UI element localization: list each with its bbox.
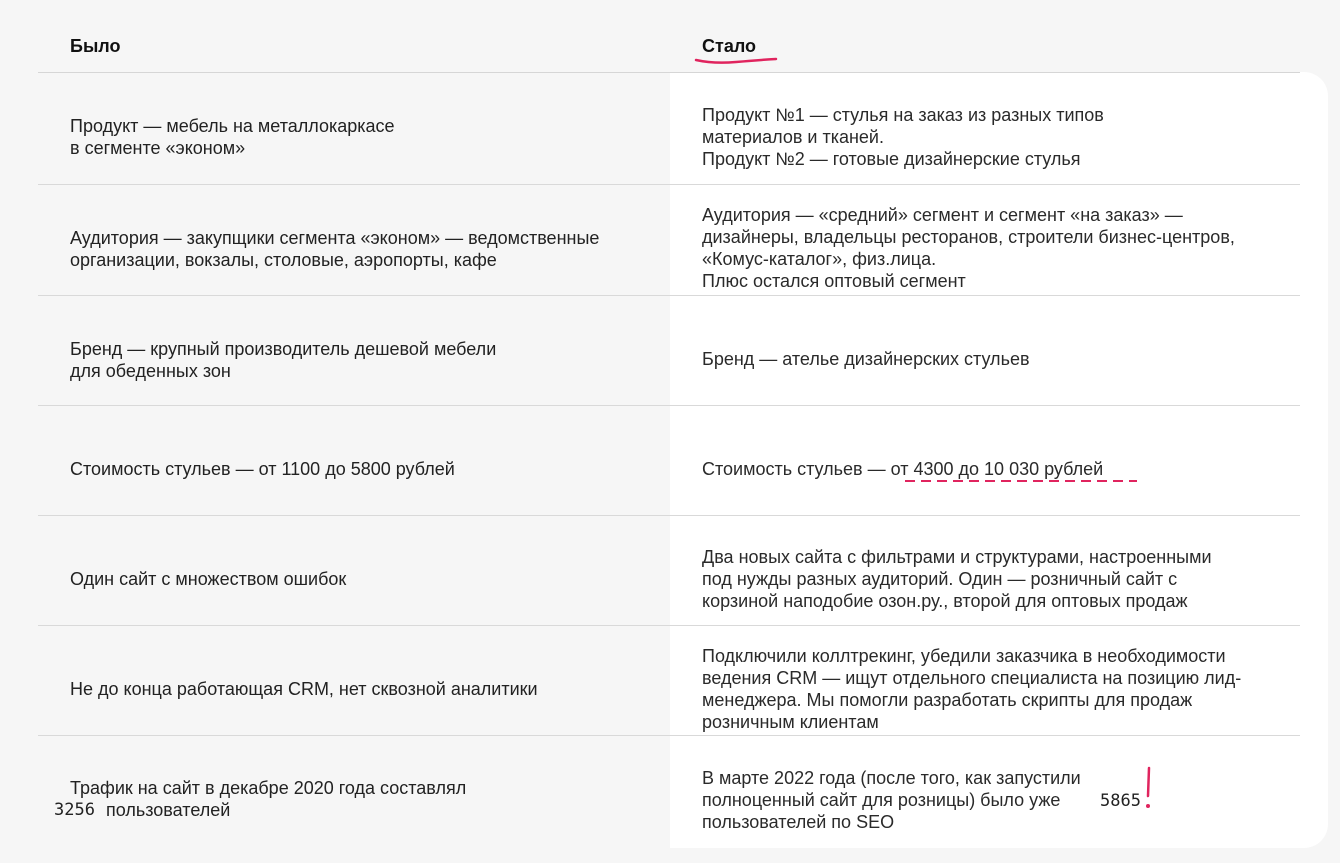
handwritten-dashed-underline — [905, 479, 1137, 483]
exclamation-mark-icon — [1143, 766, 1155, 810]
row-6-after: Подключили коллтрекинг, убедили заказчика в необходимости ведения CRM — ищут отдельного специалиста на позицию лид- менеджера. Мы помогли разработать скрипты для продаж розничным клиентам — [702, 646, 1242, 732]
row-5-before: Один сайт с множеством ошибок — [70, 569, 347, 589]
handwritten-underline — [694, 54, 778, 66]
row-divider — [38, 405, 1300, 406]
handwritten-number-after: 5865 — [1100, 791, 1141, 811]
row-2-before: Аудитория — закупщики сегмента «эконом» — ведомственные организации, вокзалы, столовые, аэропорты, кафе — [70, 228, 600, 270]
row-4-before: Стоимость стульев — от 1100 до 5800 рублей — [70, 459, 455, 479]
row-3-before: Бренд — крупный производитель дешевой мебели для обеденных зон — [70, 339, 497, 381]
row-7-before-line1: Трафик на сайт в декабре 2020 года составлял — [70, 778, 467, 798]
header-divider — [38, 72, 1300, 73]
row-divider — [38, 295, 1300, 296]
row-3-after: Бренд — ателье дизайнерских стульев — [702, 349, 1030, 369]
column-header-after: Стало — [702, 36, 757, 56]
row-divider — [38, 515, 1300, 516]
row-7-after-line2: полноценный сайт для розницы) было уже — [702, 790, 1061, 810]
row-2-after: Аудитория — «средний» сегмент и сегмент «на заказ» — дизайнеры, владельцы ресторанов, строители бизнес-центров, «Комус-каталог», физ.лица. Плюс остался оптовый сегмент — [702, 205, 1235, 291]
row-divider — [38, 735, 1300, 736]
column-header-before: Было — [70, 36, 121, 56]
row-7-after-line3: пользователей по SEO — [702, 812, 895, 832]
row-5-after: Два новых сайта с фильтрами и структурами, настроенными под нужды разных аудиторий. Один — розничный сайт с корзиной наподобие озон.ру., второй для оптовых продаж — [702, 547, 1212, 611]
row-7-before-line2: пользователей — [106, 800, 231, 820]
row-divider — [38, 625, 1300, 626]
handwritten-number-before: 3256 — [54, 800, 95, 820]
row-7-after-line1: В марте 2022 года (после того, как запустили — [702, 768, 1081, 788]
row-divider — [38, 184, 1300, 185]
row-1-before: Продукт — мебель на металлокаркасе в сегменте «эконом» — [70, 116, 395, 158]
row-1-after: Продукт №1 — стулья на заказ из разных типов материалов и тканей. Продукт №2 — готовые дизайнерские стулья — [702, 105, 1104, 169]
row-6-before: Не до конца работающая CRM, нет сквозной аналитики — [70, 679, 538, 699]
row-4-after: Стоимость стульев — от 4300 до 10 030 рублей — [702, 459, 1104, 479]
